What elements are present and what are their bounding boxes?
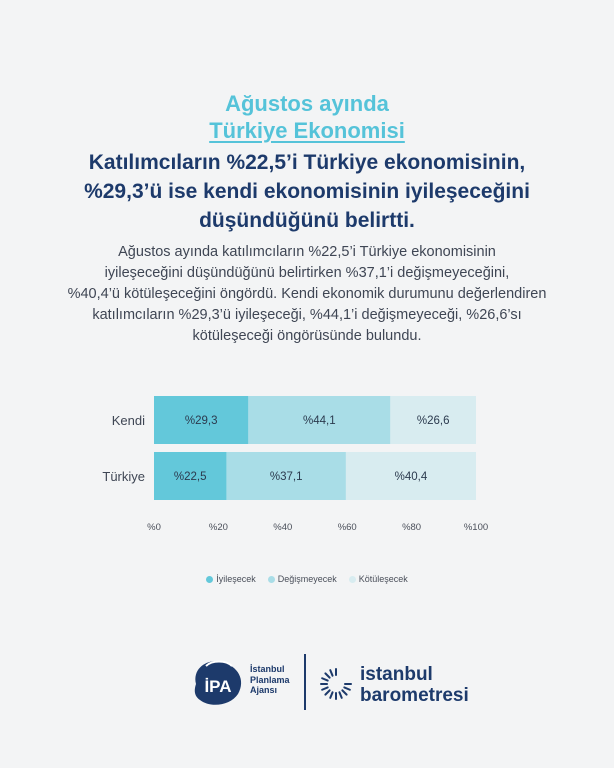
- stacked-bar-chart: [0, 380, 614, 560]
- category-label: Türkiye: [102, 469, 145, 484]
- x-tick-label: %100: [463, 522, 489, 533]
- legend-swatch: [268, 576, 275, 583]
- barometre-name: istanbul barometresi: [360, 664, 469, 706]
- bar-value-label: %29,3: [184, 415, 218, 427]
- body-paragraph: Ağustos ayında katılımcıların %22,5’i Türkiye ekonomisinin iyileşeceğini düşündüğünü belirtirken %37,1’i değişmeyeceğini, %40,4’ü kötüleşeceğini öngördü. Kendi ekonomik durumunu değerlendiren katılımcıların %29,3’ü iyileşeceği, %44,1’i değişmeyeceği, %26,6’sı kötüleşeceği öngörüsünde bulundu.: [67, 244, 547, 344]
- legend-item: [268, 574, 337, 584]
- chart-legend: [0, 574, 614, 585]
- kicker-month: Ağustos ayında: [225, 91, 389, 116]
- legend-label: Değişmeyecek: [277, 574, 337, 584]
- x-tick-label: %40: [273, 522, 293, 533]
- legend-item: [349, 574, 408, 584]
- headline: Katılımcıların %22,5’i Türkiye ekonomisinin, %29,3’ü ise kendi ekonomisinin iyileşeceğini düşündüğünü belirtti.: [84, 151, 530, 232]
- legend-swatch: [206, 576, 213, 583]
- sun-rays-icon: [318, 666, 354, 702]
- legend-item: [206, 574, 256, 584]
- header: [0, 90, 614, 235]
- x-tick-label: %80: [402, 522, 422, 533]
- x-tick-label: %0: [147, 522, 161, 533]
- kicker-topic: Türkiye Ekonomisi: [209, 118, 405, 143]
- x-tick-label: %20: [208, 522, 228, 533]
- bar-value-label: %40,4: [394, 471, 428, 483]
- bar-value-label: %22,5: [173, 471, 207, 483]
- x-tick-label: %60: [337, 522, 357, 533]
- footer: [0, 652, 614, 712]
- bar-value-label: %26,6: [416, 415, 450, 427]
- category-label: Kendi: [111, 413, 145, 428]
- ipa-name: İstanbul Planlama Ajansı: [250, 664, 290, 695]
- legend-label: Kötüleşecek: [358, 574, 408, 584]
- footer-divider: [304, 654, 306, 710]
- legend-swatch: [349, 576, 356, 583]
- ipa-logo-letters: İPA: [204, 677, 232, 696]
- legend-label: İyileşecek: [216, 574, 256, 584]
- ipa-logo-icon: [188, 656, 248, 710]
- bar-value-label: %37,1: [269, 471, 303, 483]
- bar-value-label: %44,1: [303, 415, 336, 427]
